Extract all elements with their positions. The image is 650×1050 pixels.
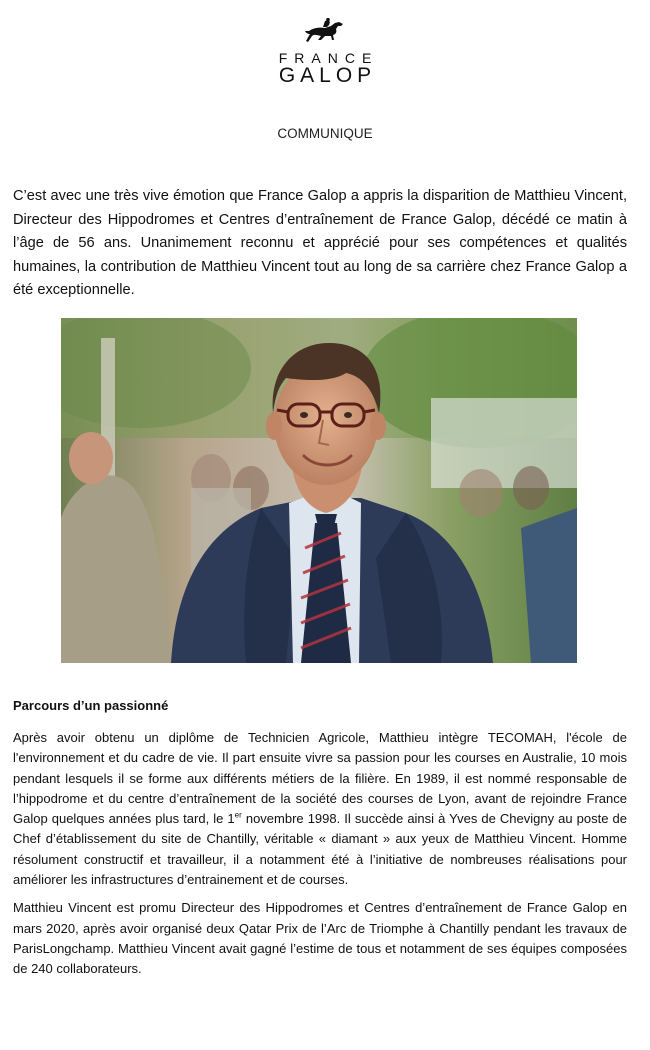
paragraph-career [13, 728, 627, 890]
intro-text: C’est avec une très vive émotion que France Galop a appris la disparition de Matthieu Vincent, Directeur des Hippodromes et Centres d’entraînement de France Galop, décédé ce matin à l’âge de 56 ans. Unanimement reconnu et apprécié pour ses compétences et qualités humaines, la contribution de Matthieu Vincent tout au long de sa carrière chez France Galop a été exceptionnelle. [13, 188, 627, 299]
section-title: Parcours d’un passionné [13, 698, 169, 713]
paragraph-promotion: Matthieu Vincent est promu Directeur des Hippodromes et Centres d’entraînement de France Galop en mars 2020, après avoir organisé deux Qatar Prix de l’Arc de Triomphe à Chantilly pendant les travaux de ParisLongchamp. Matthieu Vincent avait gagné l’estime de tous et notamment de ses équipes composées de 240 collaborateurs. [13, 900, 627, 977]
body-text [13, 728, 627, 980]
logo-text-galop: GALOP [278, 64, 377, 87]
paragraph-career-part1: Après avoir obtenu un diplôme de Technicien Agricole, Matthieu intègre TECOMAH, l'école de l'environnement et du cadre de vie. Il part ensuite vivre sa passion pour les courses en Australie, 10 mois pendant lesquels il se forme aux différents métiers de la filière. En 1989, il est nommé responsable de l’hippodrome et du centre d’entraînement de la société des courses de Lyon, avant de rejoindre France Galop quelques années plus tard, le 1 [13, 730, 627, 827]
logo-text-france: FRANCE [278, 50, 379, 66]
horse-jockey-icon [303, 18, 347, 44]
paragraph-career-part2: novembre 1998. Il succède ainsi à Yves de Chevigny au poste de Chef d’établissement du site de Chantilly, véritable « diamant » aux yeux de Matthieu Vincent. Homme résolument constructif et travailleur, il a notamment été à l’initiative de nombreuses réalisations pour améliorer les infrastructures d’entrainement et de courses. [13, 811, 627, 888]
france-galop-logo [0, 18, 650, 88]
ordinal-superscript: er [234, 810, 242, 820]
intro-paragraph [13, 185, 627, 303]
document-heading: COMMUNIQUE [277, 126, 373, 141]
portrait-photo [61, 318, 577, 663]
